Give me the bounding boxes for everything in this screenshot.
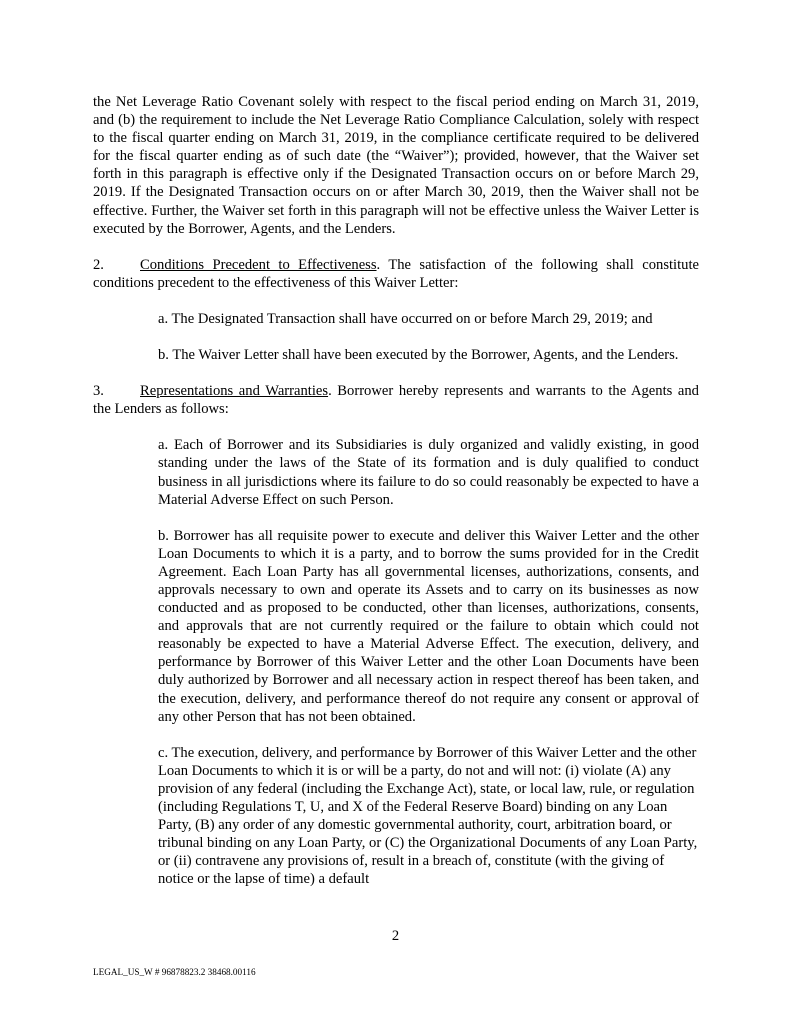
section-2-text: . The satisfaction of the following shall constitute conditions precedent to the effectiveness of this Waiver Letter:: [93, 256, 699, 291]
intro-text-b: , that the Waiver set forth in this paragraph is effective only if the Designated Transaction occurs on or before March 29, 2019. If the Designated Transaction occurs on or after March 30, 2019, then the Waiver shall not be effective. Further, the Waiver set forth in this paragraph will not be effective unless the Waiver Letter is executed by the Borrower, Agents, and the Lenders.: [93, 148, 700, 237]
section-3-text: . Borrower hereby represents and warrants to the Agents and the Lenders as follows:: [93, 383, 699, 418]
intro-paragraph: [93, 93, 699, 238]
section-2-heading: Conditions Precedent to Effectiveness: [140, 256, 377, 273]
section-2-item-b: b. The Waiver Letter shall have been executed by the Borrower, Agents, and the Lenders.: [158, 347, 679, 364]
provided-however: provided, however: [464, 148, 576, 164]
intro-text-a: the Net Leverage Ratio Covenant solely with respect to the fiscal period ending on March 31, 2019, and (b) the requirement to include the Net Leverage Ratio Compliance Calculation, solely with respect to the fiscal quarter ending on March 31, 2019, in the compliance certificate required to be delivered for the fiscal quarter ending as of such date (the “Waiver”);: [93, 94, 699, 165]
section-2-item-a: a. The Designated Transaction shall have occurred on or before March 29, 2019; and: [158, 310, 653, 327]
section-3-item-a: a. Each of Borrower and its Subsidiaries is duly organized and validly existing, in good standing under the laws of the State of its formation and is duly qualified to conduct business in all jurisdictions where its failure to do so could reasonably be expected to have a Material Adverse Effect on such Person.: [158, 437, 699, 508]
document-body: [93, 93, 699, 888]
section-3-heading: Representations and Warranties: [140, 383, 329, 400]
document-footer: LEGAL_US_W # 96878823.2 38468.00116: [93, 967, 256, 977]
section-3-number: 3.: [93, 383, 104, 400]
section-2-number: 2.: [93, 256, 104, 273]
section-2-paragraph: [93, 256, 699, 292]
page-number: 2: [391, 928, 400, 944]
section-3-item-c: c. The execution, delivery, and performance by Borrower of this Waiver Letter and the other Loan Documents to which it is or will be a party, do not and will not: (i) violate (A) any provision of any federal (including the Exchange Act), state, or local law, rule, or regulation (including Regulations T, U, and X of the Federal Reserve Board) binding on any Loan Party, (B) any order of any domestic governmental authority, court, arbitration board, or tribunal binding on any Loan Party, or (C) the Organizational Documents of any Loan Party, or (ii) contravene any provisions of, result in a breach of, constitute (with the giving of notice or the lapse of time) a default: [158, 744, 698, 888]
section-3-paragraph: [93, 382, 699, 418]
section-3-item-b: b. Borrower has all requisite power to execute and deliver this Waiver Letter and the other Loan Documents to which it is a party, and to borrow the sums provided for in the Credit Agreement. Each Loan Party has all governmental licenses, authorizations, consents, and approvals necessary to own and operate its Assets and to carry on its businesses as now conducted and as proposed to be conducted, other than licenses, authorizations, consents, and approvals that are not currently required or the failure to obtain which could not reasonably be expected to have a Material Adverse Effect. The execution, delivery, and performance by Borrower of this Waiver Letter and the other Loan Documents have been duly authorized by Borrower and all necessary action in respect thereof has been taken, and the execution, delivery, and performance thereof do not require any consent or approval of any other Person that has not been obtained.: [158, 527, 699, 725]
